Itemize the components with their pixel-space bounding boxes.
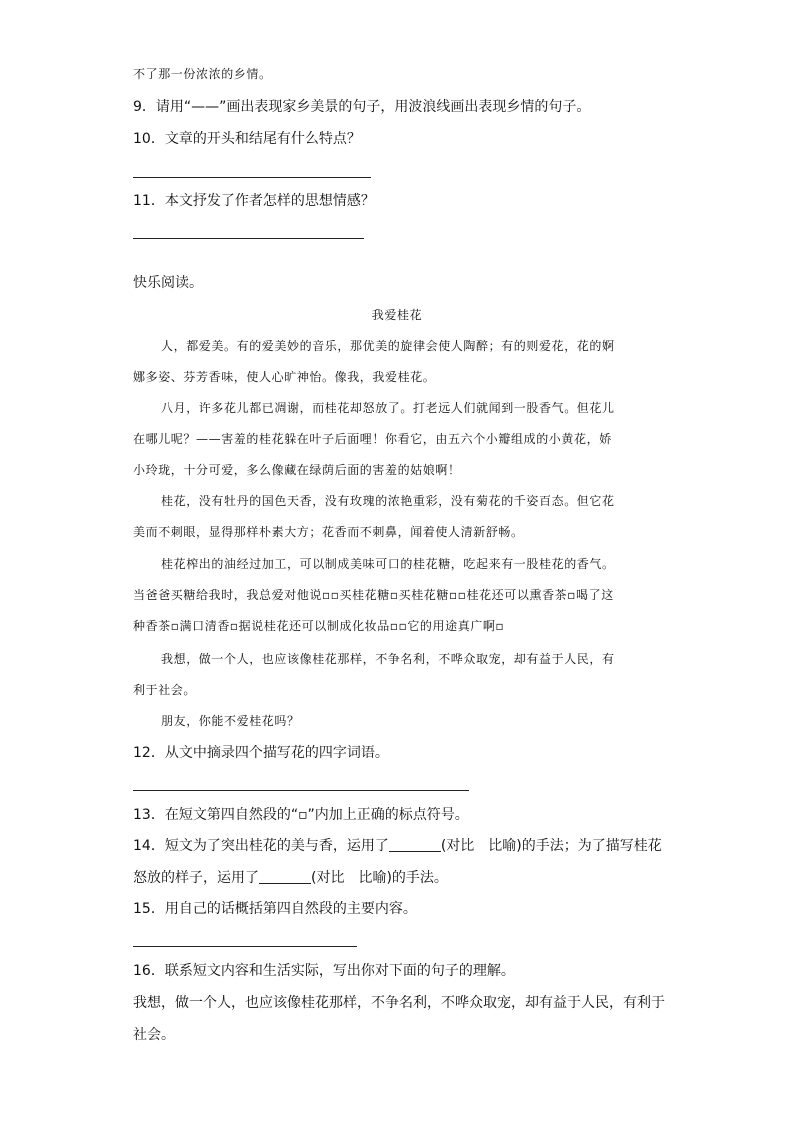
- para4-line1: 桂花榨出的油经过加工，可以制成美味可口的桂花糖，吃起来有一股桂花的香气。: [161, 557, 615, 571]
- question-13: 13．在短文第四自然段的“▫”内加上正确的标点符号。: [133, 807, 469, 823]
- question-14-line2: [133, 868, 448, 888]
- para5-line1: 我想，做一个人，也应该像桂花那样，不争名利，不哗众取宠，却有益于人民，有: [161, 652, 615, 666]
- para4-line2: 当爸爸买糖给我时，我总爱对他说▫▫买桂花糖▫买桂花糖▫▫桂花还可以熏香茶▫喝了这: [133, 588, 614, 602]
- para6: 朋友，你能不爱桂花吗？: [161, 714, 300, 728]
- section-heading: 快乐阅读。: [133, 275, 203, 291]
- para2-line1: 八月，许多花儿都已凋谢，而桂花却怒放了。打老远人们就闻到一股香气。但花儿: [161, 401, 615, 415]
- answer-line-11[interactable]: [133, 238, 364, 239]
- question-11: 11．本文抒发了作者怎样的思想情感？: [133, 193, 375, 209]
- para2-line3: 小玲珑，十分可爱，多么像藏在绿荫后面的害羞的姑娘啊！: [133, 463, 461, 477]
- para3-line2: 美而不刺眼，显得那样朴素大方；花香而不刺鼻，闻着使人清新舒畅。: [133, 525, 524, 539]
- para1-line2: 娜多姿、芬芳香味，使人心旷神怡。像我，我爱桂花。: [133, 370, 436, 384]
- blank-14-2[interactable]: [259, 869, 311, 884]
- q14-text-c: 怒放的样子，运用了: [133, 870, 259, 886]
- passage-title: 我爱桂花: [371, 308, 423, 322]
- question-14-line1: [133, 836, 662, 856]
- para2-line2: 在哪儿呢？——害羞的桂花躲在叶子后面哩！你看它，由五六个小瓣组成的小黄花，娇: [133, 432, 612, 446]
- answer-line-15[interactable]: [133, 946, 357, 947]
- blank-14-1[interactable]: [389, 837, 441, 852]
- para3-line1: 桂花，没有牡丹的国色天香，没有玫瑰的浓艳重彩，没有菊花的千姿百态。但它花: [161, 494, 615, 508]
- answer-line-12[interactable]: [133, 790, 469, 791]
- para4-line3: 种香茶▫满口清香▫据说桂花还可以制成化妆品▫▫它的用途真广啊▫: [133, 619, 505, 633]
- para1-line1: 人，都爱美。有的爱美妙的音乐，那优美的旋律会使人陶醉；有的则爱花，花的婀: [161, 339, 615, 353]
- question-10: 10．文章的开头和结尾有什么特点？: [133, 131, 361, 147]
- q16-quote-line2: 社会。: [133, 1027, 175, 1043]
- question-15: 15．用自己的话概括第四自然段的主要内容。: [133, 901, 417, 917]
- q16-quote-line1: 我想，做一个人，也应该像桂花那样，不争名利，不哗众取宠，却有益于人民，有利于: [133, 995, 665, 1011]
- passage-tail: 不了那一份浓浓的乡情。: [133, 67, 272, 81]
- question-16: 16．联系短文内容和生活实际，写出你对下面的句子的理解。: [133, 963, 515, 979]
- para5-line2: 利于社会。: [133, 683, 197, 697]
- question-12: 12．从文中摘录四个描写花的四字词语。: [133, 745, 389, 761]
- q14-text-a: 14．短文为了突出桂花的美与香，运用了: [133, 838, 389, 854]
- answer-line-10[interactable]: [133, 177, 371, 178]
- q14-text-d: (对比 比喻)的手法。: [311, 870, 448, 886]
- question-9: 9．请用“——”画出表现家乡美景的句子，用波浪线画出表现乡情的句子。: [133, 99, 591, 115]
- q14-text-b: (对比 比喻)的手法；为了描写桂花: [440, 838, 662, 854]
